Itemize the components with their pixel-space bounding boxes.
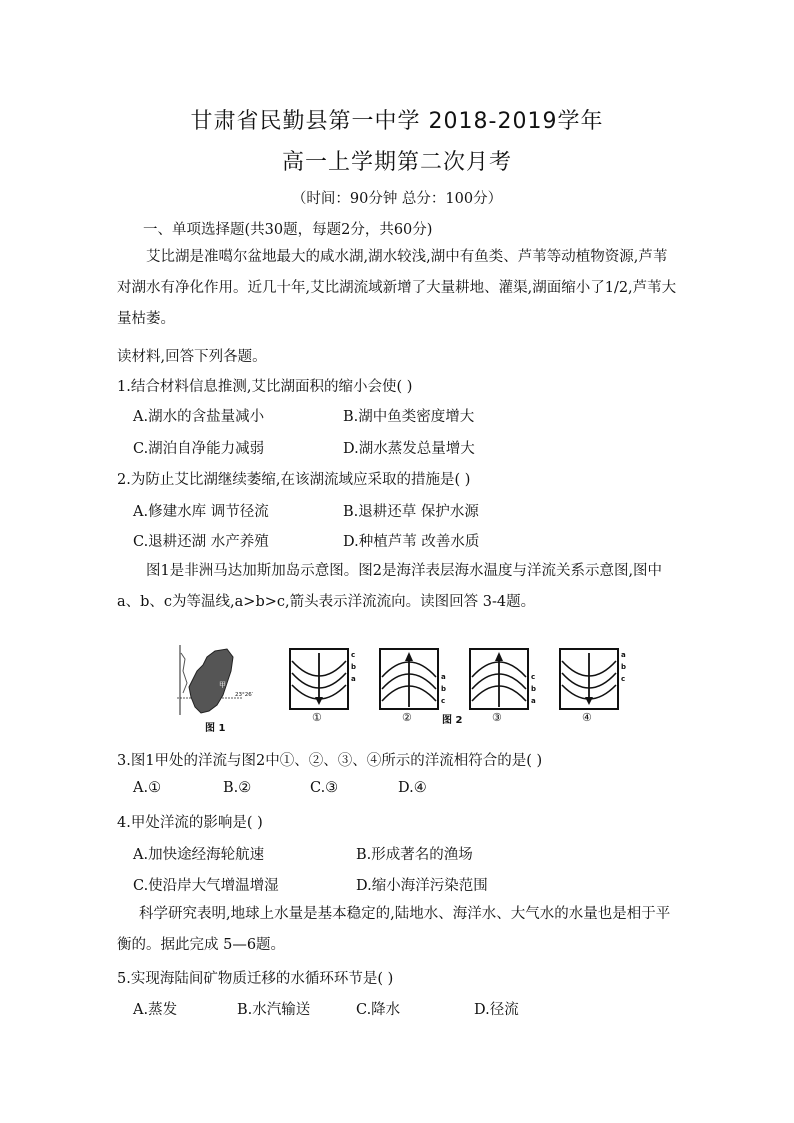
q3-option-d: D.④: [398, 780, 427, 796]
d2-letter-c: c: [441, 697, 446, 705]
q2-option-d: D.种植芦苇 改善水质: [343, 534, 480, 550]
d2-letter-a: a: [441, 673, 446, 681]
d4-letter-a: a: [621, 651, 626, 659]
diagram-4: [560, 649, 618, 709]
d3-letter-c: c: [531, 673, 536, 681]
diagram-2-label: ②: [402, 711, 412, 724]
q5-option-c: C.降水: [356, 1002, 401, 1018]
exam-info: （时间：90分钟 总分：100分）: [291, 191, 503, 207]
figure-1-map: [175, 643, 253, 734]
q4-option-c: C.使沿岸大气增温增湿: [133, 878, 279, 894]
d1-letter-c: c: [351, 651, 356, 659]
q1-option-b: B.湖中鱼类密度增大: [343, 409, 475, 425]
question-2-stem: 2.为防止艾比湖继续萎缩,在该湖流域应采取的措施是( ): [117, 472, 471, 488]
passage-1-instruction: 读材料,回答下列各题。: [117, 349, 267, 365]
q5-option-d: D.径流: [474, 1002, 519, 1018]
figure-2-diagrams: [284, 647, 634, 727]
diagram-1-label: ①: [312, 711, 322, 724]
passage-2: 图1是非洲马达加斯加岛示意图。图2是海洋表层海水温度与洋流关系示意图,图中 a、b、c为等温线,a>b>c,箭头表示洋流流向。读图回答 3-4题。: [117, 563, 663, 610]
page-title: 甘肃省民勤县第一中学 2018-2019学年: [190, 109, 604, 134]
diagram-3: [470, 649, 528, 709]
d1-letter-a: a: [351, 675, 356, 683]
point-jia-label: 甲: [219, 681, 226, 689]
q4-option-d: D.缩小海洋污染范围: [356, 878, 488, 894]
q2-option-c: C.退耕还湖 水产养殖: [133, 534, 269, 550]
q2-option-a: A.修建水库 调节径流: [133, 504, 269, 520]
d2-letter-b: b: [441, 685, 447, 693]
question-3-stem: 3.图1甲处的洋流与图2中①、②、③、④所示的洋流相符合的是( ): [117, 753, 543, 769]
q3-option-a: A.①: [133, 780, 162, 796]
q2-option-b: B.退耕还草 保护水源: [343, 504, 479, 520]
passage-3: 科学研究表明,地球上水量是基本稳定的,陆地水、海洋水、大气水的水量也是相于平衡的。据此完成 5—6题。: [117, 906, 671, 953]
q4-option-a: A.加快途经海轮航速: [133, 847, 265, 863]
diagram-1: [290, 649, 348, 709]
q1-option-d: D.湖水蒸发总量增大: [343, 441, 475, 457]
diagram-2: [380, 649, 438, 709]
passage-1: 艾比湖是准噶尔盆地最大的咸水湖,湖水较浅,湖中有鱼类、芦苇等动植物资源,芦苇对湖水有净化作用。近几十年,艾比湖流域新增了大量耕地、灌渠,湖面缩小了1/2,芦苇大量枯萎。: [117, 249, 677, 327]
d4-letter-b: b: [621, 663, 627, 671]
figure-1-label: 图 1: [205, 723, 226, 734]
d3-letter-b: b: [531, 685, 537, 693]
question-5-stem: 5.实现海陆间矿物质迁移的水循环环节是( ): [117, 971, 394, 987]
diagram-4-label: ④: [582, 711, 592, 724]
isotherm-diagrams: [284, 647, 634, 717]
page-subtitle: 高一上学期第二次月考: [281, 150, 512, 175]
q4-option-b: B.形成著名的渔场: [356, 847, 473, 863]
question-4-stem: 4.甲处洋流的影响是( ): [117, 815, 263, 831]
q1-option-c: C.湖泊自净能力减弱: [133, 441, 265, 457]
q3-option-c: C.③: [310, 780, 339, 796]
question-1-stem: 1.结合材料信息推测,艾比湖面积的缩小会使( ): [117, 379, 413, 395]
diagram-3-label: ③: [492, 711, 502, 724]
d1-letter-b: b: [351, 663, 357, 671]
q5-option-b: B.水汽输送: [237, 1002, 311, 1018]
d3-letter-a: a: [531, 697, 536, 705]
q5-option-a: A.蒸发: [133, 1002, 178, 1018]
d4-letter-c: c: [621, 675, 626, 683]
q3-option-b: B.②: [223, 780, 252, 796]
section-heading: 一、单项选择题(共30题，每题2分，共60分): [143, 222, 433, 238]
q1-option-a: A.湖水的含盐量减小: [133, 409, 265, 425]
figure-2-label: 图 2: [442, 715, 463, 726]
latitude-label: 23°26′: [235, 692, 253, 698]
